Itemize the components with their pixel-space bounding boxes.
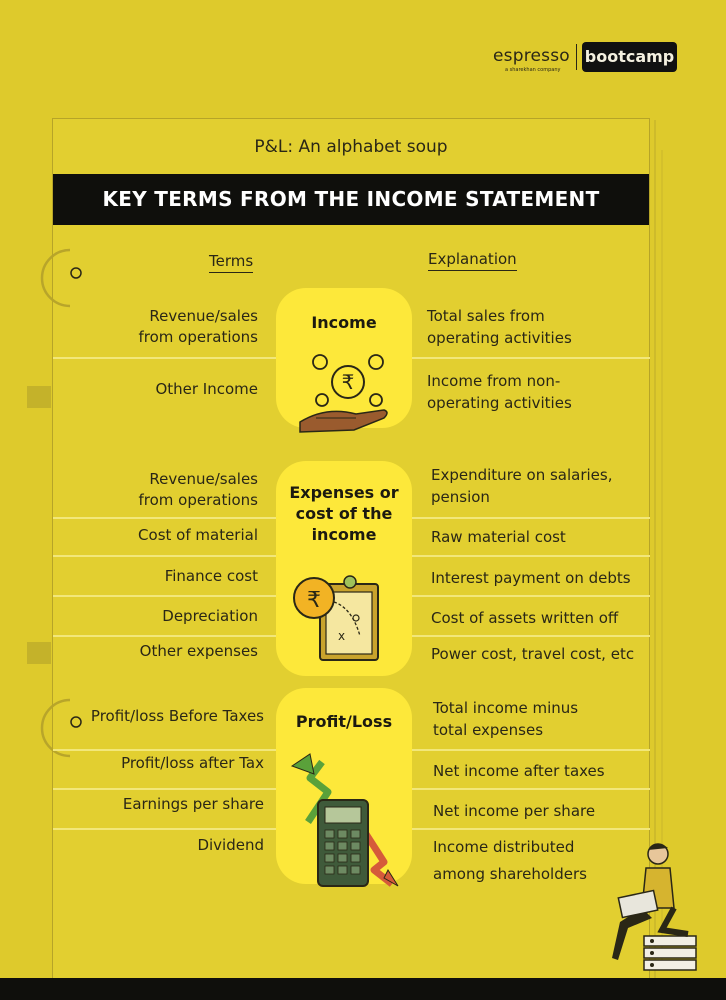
- explanation-cost-of-material: Raw material cost: [431, 528, 566, 546]
- explanation-finance-cost: Interest payment on debts: [431, 569, 631, 587]
- term-revenue-from-operations-expenses: Revenue/sales from operations: [138, 470, 258, 509]
- explanation-profit-after-tax: Net income after taxes: [433, 762, 605, 780]
- term-dividend: Dividend: [197, 836, 264, 854]
- brand-logo: [493, 40, 685, 76]
- term-revenue-from-operations: Revenue/sales from operations: [138, 307, 258, 346]
- explanation-dividend: Income distributed among shareholders: [433, 838, 587, 883]
- term-earnings-per-share: Earnings per share: [122, 795, 264, 813]
- explanation-profit-before-taxes: Total income minus total expenses: [433, 699, 579, 739]
- term-other-expenses: Other expenses: [139, 642, 258, 660]
- rupee-hand-icon: [296, 346, 392, 436]
- explanation-revenue-from-operations: Total sales from operating activities: [427, 307, 572, 347]
- explanation-column-header: Explanation: [428, 250, 517, 271]
- logo-divider: [576, 44, 577, 70]
- brand-tagline: a sharekhan company: [505, 67, 561, 73]
- footer-bar: [0, 978, 726, 1000]
- calculator-arrows-icon: [288, 752, 404, 892]
- term-profit-before-taxes: Profit/loss Before Taxes: [90, 707, 264, 725]
- profit-loss-section-title: Profit/Loss: [295, 712, 393, 731]
- svg-text:₹: ₹: [341, 370, 355, 394]
- explanation-earnings-per-share: Net income per share: [433, 802, 596, 820]
- term-profit-after-tax: Profit/loss after Tax: [121, 754, 264, 772]
- person-with-laptop-illustration: [600, 838, 700, 978]
- term-depreciation: Depreciation: [162, 607, 258, 625]
- term-cost-of-material: Cost of material: [138, 526, 258, 544]
- svg-text:₹: ₹: [307, 588, 321, 613]
- explanation-other-income: Income from non- operating activities: [427, 372, 572, 412]
- product-name: bootcamp: [582, 42, 677, 72]
- term-finance-cost: Finance cost: [164, 567, 258, 585]
- page-title: KEY TERMS FROM THE INCOME STATEMENT: [53, 174, 649, 225]
- expenses-section-title: Expenses or cost of the income: [289, 483, 399, 544]
- rupee-clipboard-icon: [290, 574, 390, 666]
- explanation-salaries-pension: Expenditure on salaries, pension: [431, 466, 613, 506]
- explanation-other-expenses: Power cost, travel cost, etc: [431, 645, 635, 663]
- term-other-income: Other Income: [155, 380, 258, 398]
- explanation-depreciation: Cost of assets written off: [431, 609, 619, 627]
- terms-column-header: Terms: [209, 252, 253, 273]
- svg-text:x: x: [338, 629, 346, 643]
- brand-name: espresso: [493, 46, 570, 66]
- income-section-title: Income: [311, 313, 377, 332]
- page-subtitle: P&L: An alphabet soup: [254, 137, 448, 157]
